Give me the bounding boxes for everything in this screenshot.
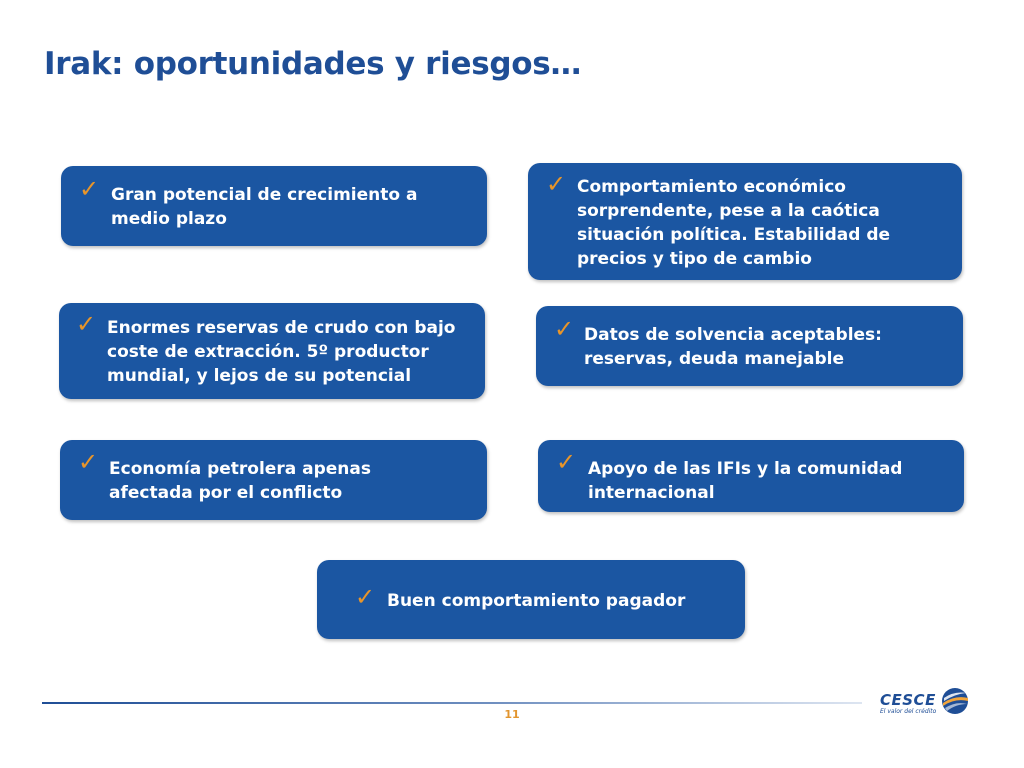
point-text-line: Comportamiento económico: [577, 177, 846, 197]
point-box-buen-comportamiento: [317, 560, 745, 639]
point-text-line: reservas, deuda manejable: [584, 349, 844, 369]
point-box-economia-petrolera: [60, 440, 487, 520]
point-text-line: situación política. Estabilidad de: [577, 225, 891, 245]
point-box-enormes-reservas: [59, 303, 485, 399]
point-text-line: coste de extracción. 5º productor: [107, 342, 429, 362]
check-icon: ✓: [556, 448, 577, 476]
point-text-line: Apoyo de las IFIs y la comunidad: [588, 459, 903, 479]
point-text-line: Gran potencial de crecimiento a: [111, 185, 418, 205]
point-text-line: Economía petrolera apenas: [109, 459, 371, 479]
check-icon: ✓: [554, 315, 575, 343]
point-box-gran-potencial: [61, 166, 487, 246]
point-text-line: internacional: [588, 483, 715, 503]
cesce-logo: [876, 684, 972, 720]
logo-tagline: El valor del crédito: [880, 708, 937, 715]
footer-divider: [42, 702, 862, 704]
check-icon: ✓: [78, 448, 99, 476]
point-text-line: medio plazo: [111, 209, 227, 229]
check-icon: ✓: [355, 583, 376, 611]
check-icon: ✓: [76, 310, 97, 338]
point-text-line: afectada por el conflicto: [109, 483, 343, 503]
page-number: 11: [504, 708, 520, 721]
logo-wordmark: CESCE: [880, 691, 936, 709]
slide-title: Irak: oportunidades y riesgos…: [44, 46, 582, 82]
point-text-line: precios y tipo de cambio: [577, 249, 812, 269]
point-text-line: Datos de solvencia aceptables:: [584, 325, 882, 345]
check-icon: ✓: [546, 170, 567, 198]
point-text-line: Buen comportamiento pagador: [387, 591, 686, 611]
check-icon: ✓: [79, 175, 100, 203]
point-text-line: mundial, y lejos de su potencial: [107, 366, 412, 386]
point-box-apoyo-ifis: [538, 440, 964, 512]
point-box-datos-solvencia: [536, 306, 963, 386]
point-box-comportamiento-economico: [528, 163, 962, 280]
point-text-line: sorprendente, pese a la caótica: [577, 201, 880, 221]
cesce-globe-icon: [940, 686, 970, 716]
point-text-line: Enormes reservas de crudo con bajo: [107, 318, 456, 338]
